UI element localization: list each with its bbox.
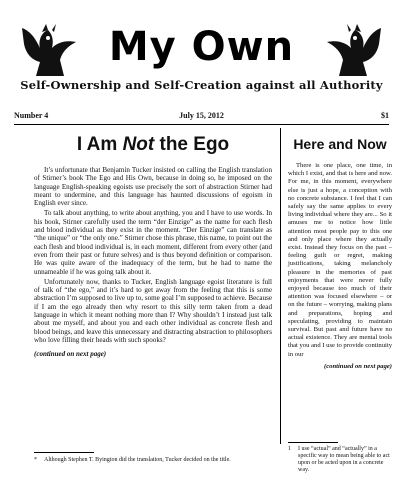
side-article-paragraph: There is one place, one time, in which I exist, and that is here and now. For me, in this moment, everywhere else is just a hope, a conception with no concrete substance. I feel that I can safely say the same applies to every living individual where they are... So it amuses me to notice how little attention most people pay to this one and only place where they actually exist. Instead they focus on the past – feeling guilt or regret, making justifications, taking melancholy pleasure in the memories of past enjoyments that were never fully enjoyed because too much of their attention was focused elsewhere – or on the future – worrying, making plans and preparations, hoping and speculating, providing to maintain survival. But past and future have no actual existence. They are mental tools that you and I use to provide continuity in our xyxy=(288,162,392,358)
column-divider xyxy=(280,128,281,444)
issue-info-bar xyxy=(14,108,389,122)
publication-title: My Own xyxy=(108,24,295,70)
footnote-rule xyxy=(34,452,94,453)
gargoyle-right-icon xyxy=(323,18,385,80)
footnote-rule xyxy=(288,442,338,443)
masthead xyxy=(0,0,403,100)
article-paragraph: Unfortunately now, thanks to Tucker, English language egoist literature is full of talk of “the ego,” and it’s hard to get away from the feeling that this is some abstraction I’m supposed to live up to, some goal I’m supposed to achieve. Because if I am the ego already then why resort to this silly term taken from a dead language in which it meant nothing more than I? Why shouldn’t I instead just talk about me myself, and about you and each other individual as concrete flesh and blood beings, and leave this unnecessary and distracting abstraction to philosophers who love filling their heads with such spooks? xyxy=(34,277,272,344)
side-article xyxy=(288,128,392,371)
divider xyxy=(14,124,389,125)
issue-number: Number 4 xyxy=(14,110,49,120)
article-title: I Am Not the Ego xyxy=(76,134,230,155)
main-article xyxy=(34,128,272,361)
continued-note: (continued on next page) xyxy=(34,350,107,359)
article-paragraph: To talk about anything, to write about anything, you and I have to use words. In his book, Stirner carefully used the term “der Einzige” as the name for each flesh and blood individual as they exist in the moment. “Der Einzige” can translate as “the unique” or “the only one.” Stirner chose this phrase, this name, to point out the each flesh and blood individual is, in each moment, different from every other (and even from their past or future selves) and is thus beyond definition or comparison. He was quite aware of the inadequacy of the term, but he had to name the unnameable if he was going talk about it. xyxy=(34,209,272,276)
article-paragraph: It’s unfortunate that Benjamin Tucker insisted on calling the English translation of Stirner’s book The Ego and His Own, because in doing so, he imposed on the language English-speaking egoists use precisely the sort of abstraction Stirner had meant to undermine, and this language has haunted discussions of egoism in English ever since. xyxy=(34,166,272,208)
issue-price: $1 xyxy=(381,110,389,120)
footnote-main: * Although Stephen T. Byington did the translation, Tucker decided on the title. xyxy=(34,457,231,463)
continued-note: (continued on next page) xyxy=(324,362,392,370)
publication-subtitle: Self-Ownership and Self-Creation against all Authority xyxy=(20,78,383,92)
side-article-title: Here and Now xyxy=(293,136,387,152)
footnote-side: 1 I use “actual” and “actually” in a specific way to mean being able to act upon or be acted upon in a concrete way. xyxy=(288,446,390,473)
issue-date: July 15, 2012 xyxy=(179,110,224,120)
